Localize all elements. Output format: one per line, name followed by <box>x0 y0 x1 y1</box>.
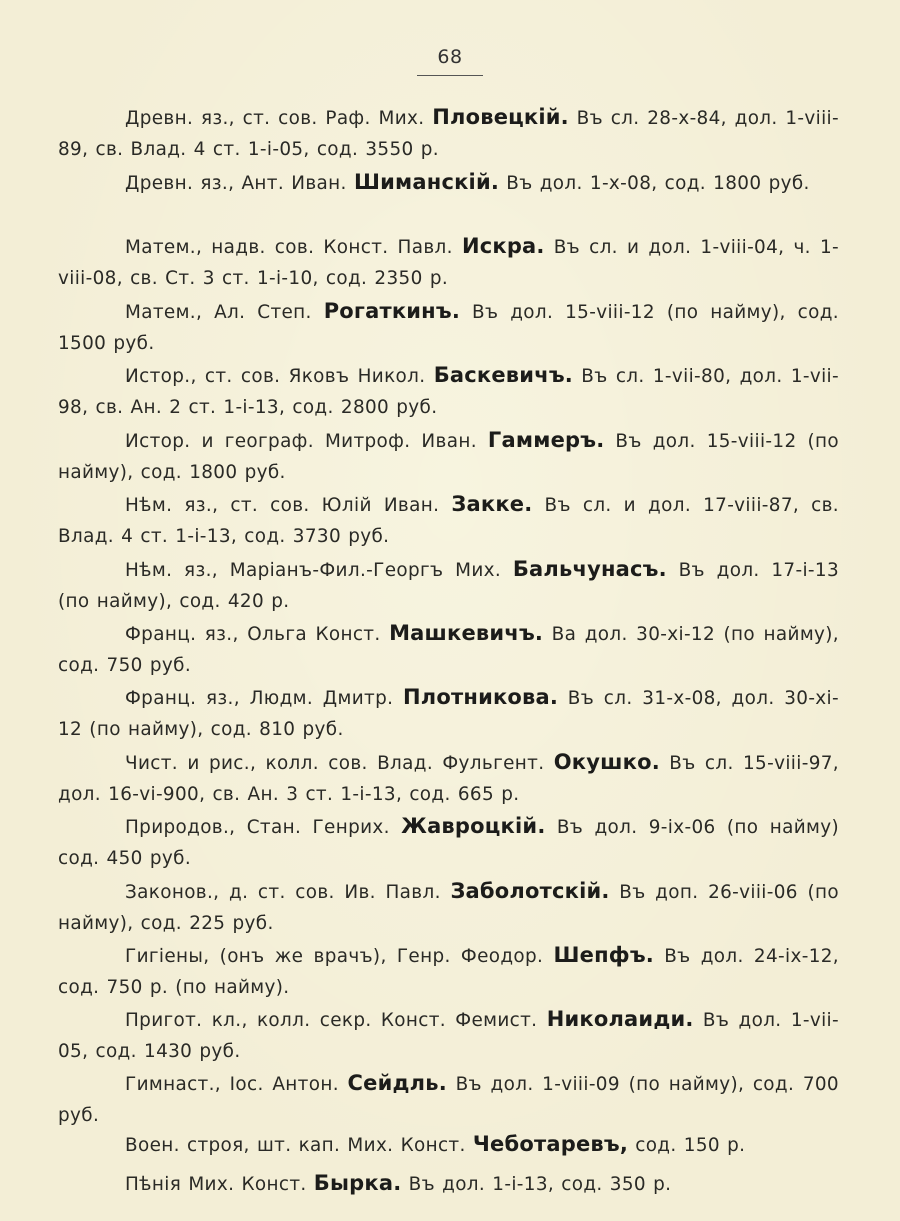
entry-description: Пригот. кл., колл. секр. Конст. Фемист. <box>125 1010 547 1031</box>
entry-description: Франц. яз., Ольга Конст. <box>125 624 390 645</box>
staff-surname: Плотникова. <box>403 685 559 709</box>
staff-entry <box>58 167 839 199</box>
staff-entry <box>58 360 839 423</box>
staff-surname: Закке. <box>451 492 533 516</box>
entry-description: Законов., д. ст. сов. Ив. Павл. <box>125 882 451 903</box>
entry-details: Въ сл. и дол. 17-viii-87, св. Влад. 4 ст. 1-i-13, сод. 3730 руб. <box>58 495 839 547</box>
staff-entry <box>58 296 839 359</box>
staff-surname: Машкевичъ. <box>389 621 544 645</box>
staff-entry <box>58 940 839 1003</box>
staff-entry <box>58 425 839 488</box>
entry-details: Въ дол. 24-ix-12, сод. 750 р. (по найму). <box>58 946 839 998</box>
entry-description: Истор., ст. сов. Яковъ Никол. <box>125 366 434 387</box>
entry-details: Въ сл. и дол. 1-viii-04, ч. 1-viii-08, св. Ст. 3 ст. 1-i-10, сод. 2350 р. <box>58 237 839 289</box>
entry-description: Гимнаст., Іос. Антон. <box>125 1074 348 1095</box>
staff-entry <box>58 231 839 294</box>
staff-entry <box>58 1004 839 1067</box>
staff-surname: Рогаткинъ. <box>323 299 461 323</box>
staff-entry <box>58 489 839 552</box>
staff-entry <box>58 1129 839 1161</box>
staff-surname: Гаммеръ. <box>487 428 605 452</box>
staff-entry <box>58 811 839 874</box>
entry-details: Въ дол. 17-i-13 (по найму), сод. 420 р. <box>58 560 839 612</box>
entry-details: Въ сл. 15-viii-97, дол. 16-vi-900, св. Ан. 3 ст. 1-i-13, сод. 665 р. <box>58 753 839 805</box>
staff-entry <box>58 102 839 165</box>
page-number: 68 <box>437 46 463 68</box>
entry-details: Въ дол. 1-vii-05, сод. 1430 руб. <box>58 1010 839 1062</box>
entry-details: Въ дол. 1-i-13, сод. 350 р. <box>401 1174 672 1195</box>
staff-surname: Пловецкій. <box>432 105 569 129</box>
staff-surname: Бырка. <box>313 1171 402 1195</box>
staff-entry <box>58 1168 839 1200</box>
staff-surname: Шиманскій. <box>353 170 500 194</box>
entry-details: Въ сл. 1-vii-80, дол. 1-vii-98, св. Ан. 2 ст. 1-i-13, сод. 2800 руб. <box>58 366 839 418</box>
entry-details: Въ дол. 15-viii-12 (по найму), сод. 1500 руб. <box>58 302 839 354</box>
staff-surname: Окушко. <box>553 750 660 774</box>
entry-description: Гигіены, (онъ же врачъ), Генр. Феодор. <box>125 946 554 967</box>
entry-description: Воен. строя, шт. кап. Мих. Конст. <box>125 1135 473 1156</box>
staff-surname: Заболотскій. <box>450 879 610 903</box>
staff-entry <box>58 747 839 810</box>
staff-surname: Искра. <box>461 234 545 258</box>
entry-description: Природов., Стан. Генрих. <box>125 817 402 838</box>
entry-details: Ва дол. 30-xi-12 (по найму), сод. 750 руб. <box>58 624 840 676</box>
staff-surname: Николаиди. <box>546 1007 694 1031</box>
entry-details: Въ сл. 31-x-08, дол. 30-xi-12 (по найму), сод. 810 руб. <box>58 688 839 740</box>
page-number-rule <box>417 75 483 76</box>
staff-entry <box>58 1068 839 1131</box>
staff-entry <box>58 876 839 939</box>
entry-details: Въ доп. 26-viii-06 (по найму), сод. 225 руб. <box>58 882 839 934</box>
entry-description: Древн. яз., Ант. Иван. <box>125 173 354 194</box>
entry-description: Франц. яз., Людм. Дмитр. <box>125 688 403 709</box>
entry-description: Древн. яз., ст. сов. Раф. Мих. <box>125 108 433 129</box>
staff-entry <box>58 682 839 745</box>
entry-details: Въ дол. 1-viii-09 (по найму), сод. 700 руб. <box>58 1074 839 1126</box>
staff-surname: Сейдль. <box>347 1071 447 1095</box>
staff-surname: Бальчунасъ. <box>512 557 667 581</box>
staff-surname: Жавроцкій. <box>401 814 546 838</box>
staff-surname: Баскевичъ. <box>433 363 573 387</box>
entry-details: Въ дол. 15-viii-12 (по найму), сод. 1800 руб. <box>58 431 839 483</box>
staff-surname: Чеботаревъ, <box>472 1132 629 1156</box>
entry-description: Истор. и географ. Митроф. Иван. <box>125 431 488 452</box>
entry-description: Матем., Ал. Степ. <box>125 302 324 323</box>
entry-description: Матем., надв. сов. Конст. Павл. <box>125 237 462 258</box>
entry-description: Нѣм. яз., ст. сов. Юлій Иван. <box>125 495 452 516</box>
entry-details: Въ дол. 9-ix-06 (по найму) сод. 450 руб. <box>58 817 839 869</box>
staff-surname: Шепфъ. <box>553 943 654 967</box>
staff-entry <box>58 554 839 617</box>
entry-details: сод. 150 р. <box>628 1135 746 1156</box>
entry-description: Нѣм. яз., Маріанъ-Фил.-Георгъ Мих. <box>125 560 513 581</box>
staff-entry <box>58 618 839 681</box>
entry-description: Пѣнія Мих. Конст. <box>125 1174 314 1195</box>
entry-details: Въ сл. 28-x-84, дол. 1-viii-89, св. Влад. 4 ст. 1-i-05, сод. 3550 р. <box>58 108 840 160</box>
entry-description: Чист. и рис., колл. сов. Влад. Фульгент. <box>125 753 554 774</box>
entry-details: Въ дол. 1-x-08, сод. 1800 руб. <box>499 173 810 194</box>
